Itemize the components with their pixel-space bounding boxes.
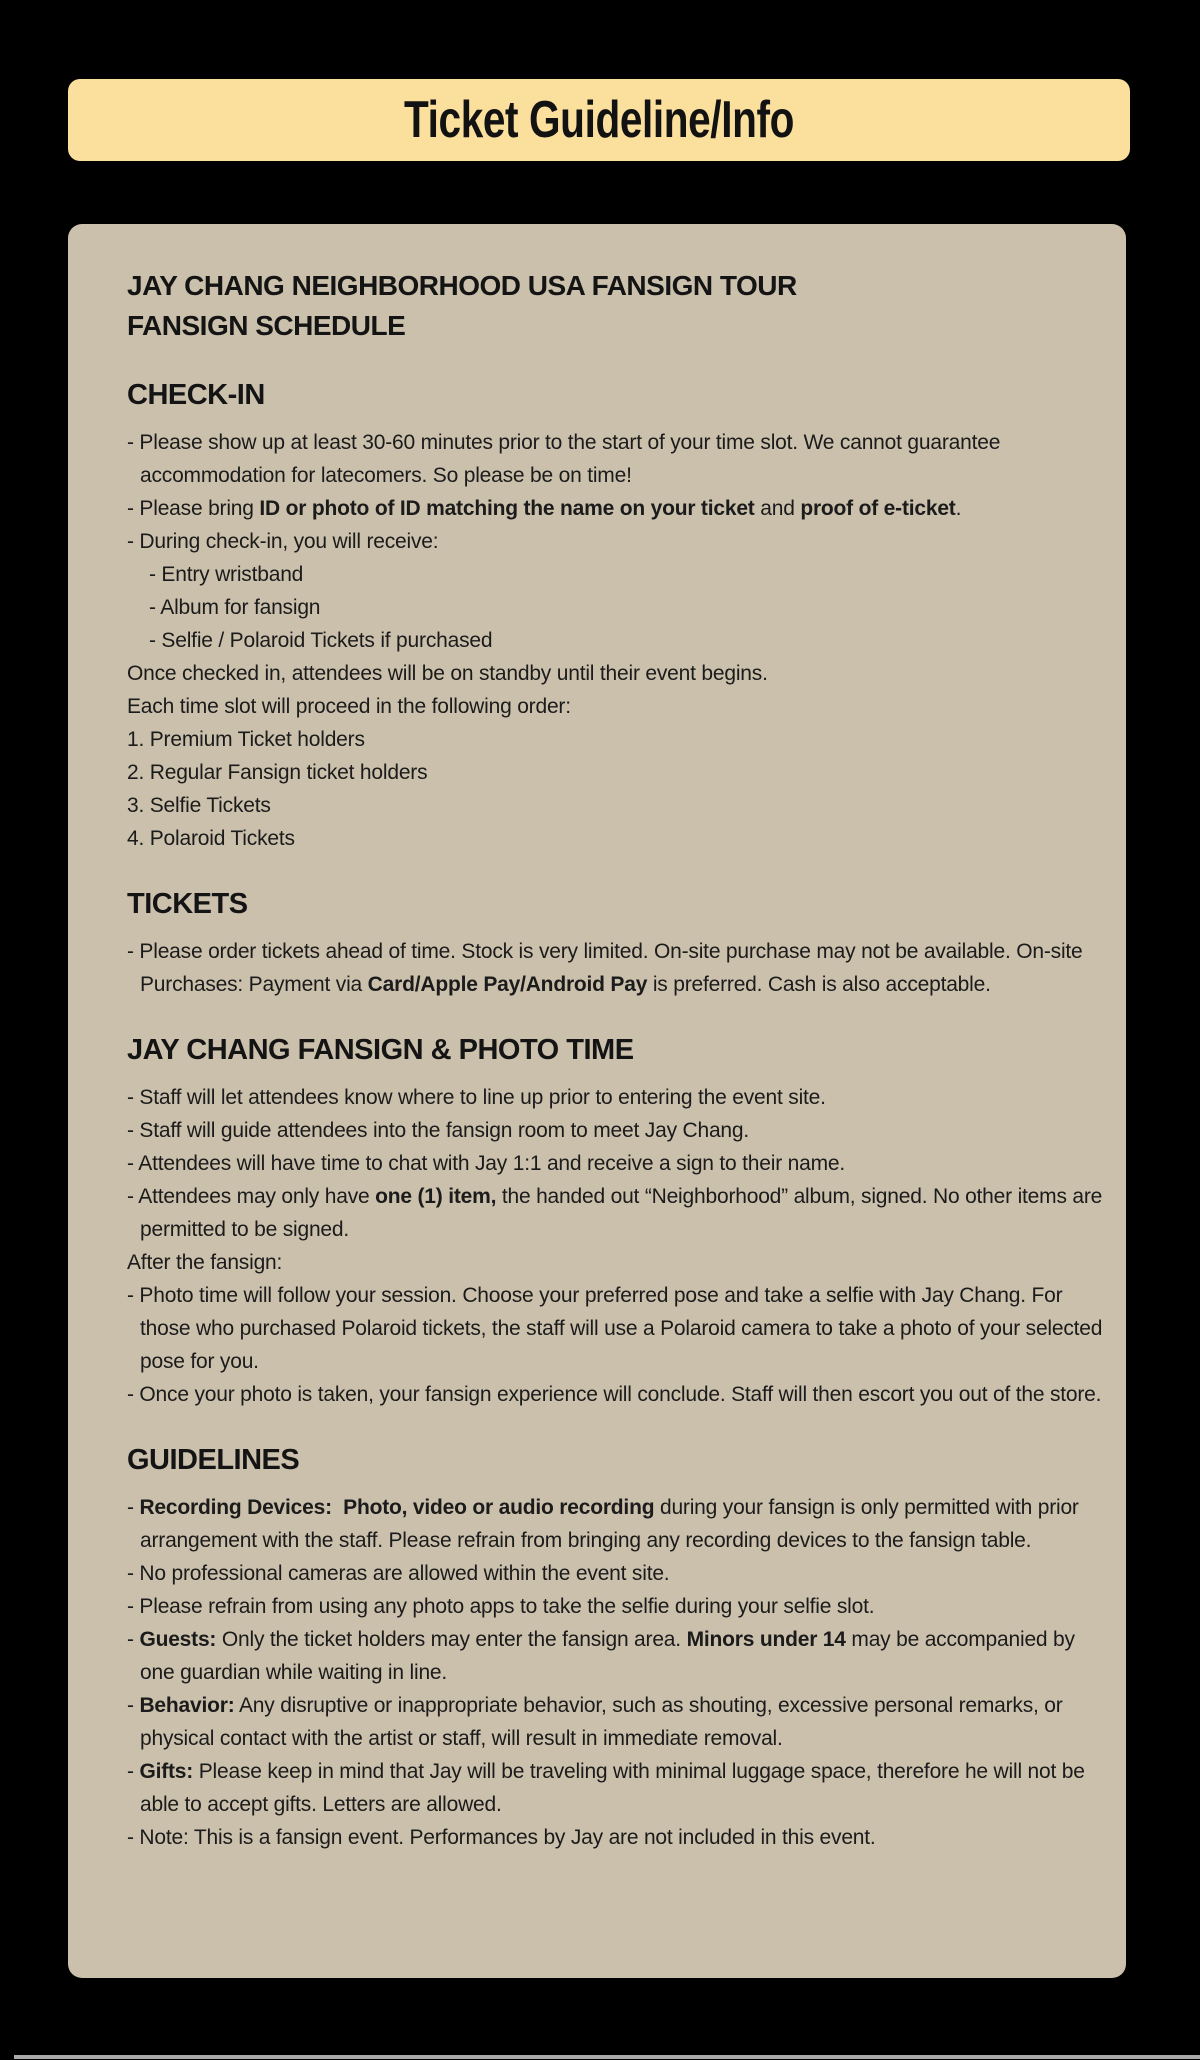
text-line: [127, 657, 1114, 690]
text-segment: - Photo time will follow your session. Choose your preferred pose and take a selfie with Jay Chang. For those who purchased Polaroid tickets, the staff will use a Polaroid camera to take a photo of your selected pose for you.: [127, 1284, 1103, 1373]
bold-text-segment: Card/Apple Pay/Android Pay: [367, 973, 648, 996]
card-title-line-2: FANSIGN SCHEDULE: [127, 310, 406, 341]
text-line: [127, 756, 1114, 789]
text-line: [127, 426, 1114, 492]
text-segment: - During check-in, you will receive:: [127, 530, 439, 553]
bold-text-segment: Behavior:: [139, 1694, 235, 1717]
text-line: [127, 1821, 1114, 1854]
text-segment: - Once your photo is taken, your fansign experience will conclude. Staff will then escort you out of the store.: [127, 1383, 1102, 1406]
text-line: [127, 1147, 1114, 1180]
text-line: [127, 1279, 1114, 1378]
text-line: [127, 723, 1114, 756]
text-segment: - Album for fansign: [149, 596, 321, 619]
text-segment: is preferred. Cash is also acceptable.: [647, 973, 991, 996]
section-heading-tickets: TICKETS: [127, 888, 248, 920]
bold-text-segment: Minors under 14: [686, 1628, 846, 1651]
text-line: [127, 1246, 1114, 1279]
section-heading-jay-chang-fansign-photo-time: JAY CHANG FANSIGN & PHOTO TIME: [127, 1034, 634, 1066]
banner-title: Ticket Guideline/Info: [404, 91, 794, 149]
text-segment: - Staff will let attendees know where to line up prior to entering the event site.: [127, 1086, 826, 1109]
card-title: [127, 266, 1114, 346]
info-card: [68, 224, 1126, 1978]
text-line: [127, 1378, 1114, 1411]
text-line: [127, 1180, 1114, 1246]
text-line: [127, 492, 1114, 525]
text-segment: - Entry wristband: [149, 563, 304, 586]
text-segment: 2. Regular Fansign ticket holders: [127, 761, 428, 784]
text-line: [127, 822, 1114, 855]
text-segment: 4. Polaroid Tickets: [127, 827, 295, 850]
text-line: [127, 1755, 1114, 1821]
text-segment: - Please show up at least 30-60 minutes prior to the start of your time slot. We cannot guarantee accommodation for latecomers. So please be on time!: [127, 431, 1001, 487]
text-segment: - Staff will guide attendees into the fansign room to meet Jay Chang.: [127, 1119, 750, 1142]
text-segment: After the fansign:: [127, 1251, 283, 1274]
card-body: [127, 376, 1114, 1854]
text-segment: Please keep in mind that Jay will be traveling with minimal luggage space, therefore he will not be able to accept gifts. Letters are allowed.: [140, 1760, 1085, 1816]
text-segment: -: [127, 1628, 140, 1651]
text-segment: .: [955, 497, 962, 520]
bold-text-segment: Gifts:: [139, 1760, 194, 1783]
text-segment: Each time slot will proceed in the following order:: [127, 695, 571, 718]
text-segment: - Please order tickets ahead of time. Stock is very limited. On-site purchase may not be available. On-site Purchases: Payment via: [127, 940, 1083, 996]
text-line: [127, 1114, 1114, 1147]
text-segment: - Attendees may only have: [127, 1185, 376, 1208]
bottom-edge-bar: [14, 2055, 1200, 2059]
text-segment: - No professional cameras are allowed within the event site.: [127, 1562, 670, 1585]
text-segment: -: [127, 1496, 140, 1519]
text-segment: - Attendees will have time to chat with Jay 1:1 and receive a sign to their name.: [127, 1152, 846, 1175]
text-line: [127, 1623, 1114, 1689]
text-segment: Once checked in, attendees will be on standby until their event begins.: [127, 662, 768, 685]
bold-text-segment: Guests:: [139, 1628, 217, 1651]
text-segment: may be accompanied by one guardian while waiting in line.: [140, 1628, 1075, 1684]
text-segment: - Please bring: [127, 497, 260, 520]
text-line: [127, 1081, 1114, 1114]
text-line: [127, 558, 1114, 591]
title-banner: [68, 79, 1130, 161]
text-line: [127, 1557, 1114, 1590]
text-line: [127, 1590, 1114, 1623]
text-line: [127, 591, 1114, 624]
text-segment: -: [127, 1760, 140, 1783]
text-segment: 3. Selfie Tickets: [127, 794, 271, 817]
text-segment: the handed out “Neighborhood” album, signed. No other items are permitted to be signed.: [140, 1185, 1103, 1241]
text-segment: 1. Premium Ticket holders: [127, 728, 365, 751]
section-heading-guidelines: GUIDELINES: [127, 1444, 300, 1476]
text-line: [127, 1491, 1114, 1557]
card-title-line-1: JAY CHANG NEIGHBORHOOD USA FANSIGN TOUR: [127, 270, 797, 301]
bold-text-segment: Recording Devices: Photo, video or audio recording: [139, 1496, 655, 1519]
text-segment: Only the ticket holders may enter the fansign area.: [216, 1628, 687, 1651]
text-segment: Any disruptive or inappropriate behavior, such as shouting, excessive personal remarks, or physical contact with the artist or staff, will result in immediate removal.: [140, 1694, 1063, 1750]
text-segment: - Note: This is a fansign event. Performances by Jay are not included in this event.: [127, 1826, 876, 1849]
text-segment: during your fansign is only permitted with prior arrangement with the staff. Please refrain from bringing any recording devices to the fansign table.: [140, 1496, 1079, 1552]
section-heading-check-in: CHECK-IN: [127, 379, 265, 411]
text-line: [127, 525, 1114, 558]
text-line: [127, 624, 1114, 657]
text-segment: -: [127, 1694, 140, 1717]
bold-text-segment: ID or photo of ID matching the name on your ticket: [259, 497, 755, 520]
bold-text-segment: one (1) item,: [375, 1185, 497, 1208]
text-line: [127, 935, 1114, 1001]
text-segment: and: [754, 497, 801, 520]
text-line: [127, 690, 1114, 723]
bold-text-segment: proof of e-ticket: [800, 497, 956, 520]
text-segment: - Please refrain from using any photo apps to take the selfie during your selfie slot.: [127, 1595, 875, 1618]
text-line: [127, 1689, 1114, 1755]
text-segment: - Selfie / Polaroid Tickets if purchased: [149, 629, 493, 652]
text-line: [127, 789, 1114, 822]
